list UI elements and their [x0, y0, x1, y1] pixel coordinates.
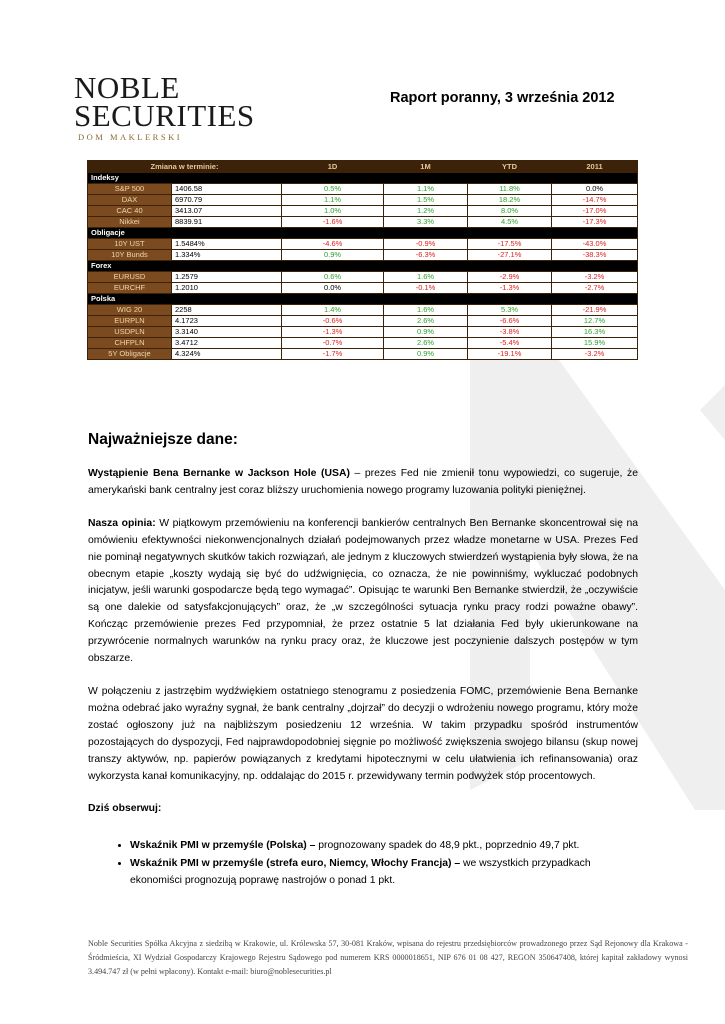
change-2011: -21.9% — [552, 305, 638, 316]
table-row — [88, 305, 638, 316]
change-ytd: -5.4% — [468, 338, 552, 349]
instrument-value: 1406.58 — [172, 184, 282, 195]
market-summary-table — [87, 160, 638, 360]
change-1d: 0.9% — [282, 250, 384, 261]
instrument-value: 3413.07 — [172, 206, 282, 217]
list-item-title: Wskaźnik PMI w przemyśle (strefa euro, Niemcy, Włochy Francja) – — [130, 858, 461, 870]
change-ytd: 11.8% — [468, 184, 552, 195]
change-ytd: 8.0% — [468, 206, 552, 217]
change-2011: -17.3% — [552, 217, 638, 228]
table-row — [88, 349, 638, 360]
header-1m: 1M — [384, 161, 468, 173]
noble-securities-logo — [74, 70, 255, 142]
list-item-text: prognozowany spadek do 48,9 pkt., poprzednio 49,7 pkt. — [315, 840, 580, 852]
change-1d: -0.6% — [282, 316, 384, 327]
instrument-value: 6970.79 — [172, 195, 282, 206]
change-1m: 1.2% — [384, 206, 468, 217]
change-2011: 16.3% — [552, 327, 638, 338]
change-1d: -1.3% — [282, 327, 384, 338]
change-ytd: -17.5% — [468, 239, 552, 250]
instrument-name: CHFPLN — [88, 338, 172, 349]
change-1m: 1.6% — [384, 305, 468, 316]
table-row — [88, 206, 638, 217]
change-2011: 0.0% — [552, 184, 638, 195]
change-2011: -38.3% — [552, 250, 638, 261]
header-ytd: YTD — [468, 161, 552, 173]
table-header-row — [88, 161, 638, 173]
report-title: Raport poranny, 3 września 2012 — [390, 90, 615, 106]
table-row — [88, 316, 638, 327]
instrument-value: 4.324% — [172, 349, 282, 360]
logo-line-securities: SECURITIES — [74, 98, 255, 133]
change-1m: -0.1% — [384, 283, 468, 294]
change-1d: 0.6% — [282, 272, 384, 283]
instrument-value: 3.4712 — [172, 338, 282, 349]
paragraph-opinion-title: Nasza opinia: — [88, 517, 156, 529]
list-item-text: we wszystkich przypadkach ekonomiści prognozują poprawę nastrojów o ponad 1 pkt. — [130, 858, 591, 887]
list-item — [130, 856, 638, 890]
change-2011: 15.9% — [552, 338, 638, 349]
change-ytd: 18.2% — [468, 195, 552, 206]
list-item-title: Wskaźnik PMI w przemyśle (Polska) – — [130, 840, 316, 852]
instrument-value: 1.2010 — [172, 283, 282, 294]
change-1d: -4.6% — [282, 239, 384, 250]
paragraph-bernanke — [88, 466, 638, 500]
header-1d: 1D — [282, 161, 384, 173]
change-ytd: -1.3% — [468, 283, 552, 294]
table-row — [88, 195, 638, 206]
change-ytd: 5.3% — [468, 305, 552, 316]
instrument-name: S&P 500 — [88, 184, 172, 195]
header-zmiana: Zmiana w terminie: — [88, 161, 282, 173]
table-row — [88, 250, 638, 261]
instrument-value: 4.1723 — [172, 316, 282, 327]
section-label: Obligacje — [88, 228, 638, 239]
change-ytd: -6.6% — [468, 316, 552, 327]
instrument-value: 1.5484% — [172, 239, 282, 250]
observe-heading: Dziś obserwuj: — [88, 803, 162, 815]
change-1m: -0.9% — [384, 239, 468, 250]
change-1m: -6.3% — [384, 250, 468, 261]
table-row — [88, 184, 638, 195]
change-1d: -0.7% — [282, 338, 384, 349]
instrument-name: 10Y Bunds — [88, 250, 172, 261]
change-ytd: -27.1% — [468, 250, 552, 261]
paragraph-opinion-text: W piątkowym przemówieniu na konferencji bankierów centralnych Ben Bernanke skoncentrował się na omówieniu efektywności niekonwencjonalnych działań podejmowanych przez władze monetarne w USA. Prezes Fed nie pominął negatywnych skutków takich rozwiązań, ale jednym z kluczowych stwierdzeń wystąpienia były słowa, że na obecnym etapie „koszty wydają się być do udźwignięcia, co oznacza, że nie powinniśmy, wykluczać podobnych inicjatyw, jeśli warunki gospodarcze będą tego wymagać”. Opisując te warunki Ben Bernanke stwierdził, że „oczywiście są one dalekie od satysfakcjonujących” oraz, że „w szczególności sytuacja rynku pracy rodzi poważne obawy”. Kończąc przemówienie prezes Fed przypomniał, że przez ostatnie 5 lat działania Fed były ukierunkowane na przywrócenie normalnych warunków na rynku pracy oraz, że kluczowe jest poczynienie dalszych postępów w tym obszarze. — [88, 517, 638, 665]
change-1d: -1.6% — [282, 217, 384, 228]
logo-line-noble: NOBLE — [74, 70, 180, 105]
section-label: Forex — [88, 261, 638, 272]
instrument-name: 5Y Obligacje — [88, 349, 172, 360]
paragraph-bernanke-title: Wystąpienie Bena Bernanke w Jackson Hole (USA) — [88, 468, 350, 479]
change-1m: 1.6% — [384, 272, 468, 283]
table-row — [88, 239, 638, 250]
paragraph-opinion — [88, 516, 638, 668]
change-2011: -3.2% — [552, 349, 638, 360]
change-1m: 2.6% — [384, 338, 468, 349]
change-1d: 1.0% — [282, 206, 384, 217]
paragraph-bernanke-text: – prezes Fed nie zmienił tonu wypowiedzi, co sugeruje, że amerykański bank centralny jest coraz bliższy uruchomienia nowego programy luzowania polityki pieniężnej. — [88, 468, 638, 496]
change-ytd: -3.8% — [468, 327, 552, 338]
instrument-name: EURPLN — [88, 316, 172, 327]
change-1m: 3.3% — [384, 217, 468, 228]
instrument-name: EURUSD — [88, 272, 172, 283]
table-row — [88, 283, 638, 294]
observe-list — [88, 838, 638, 890]
change-2011: 12.7% — [552, 316, 638, 327]
header-2011: 2011 — [552, 161, 638, 173]
section-row — [88, 294, 638, 305]
change-2011: -2.7% — [552, 283, 638, 294]
change-1m: 2.6% — [384, 316, 468, 327]
table-body — [88, 173, 638, 360]
logo-line-dom-maklerski: DOM MAKLERSKI — [78, 132, 183, 142]
main-content — [88, 430, 638, 891]
section-heading: Najważniejsze dane: — [88, 431, 238, 448]
section-label: Indeksy — [88, 173, 638, 184]
instrument-name: DAX — [88, 195, 172, 206]
change-1d: -1.7% — [282, 349, 384, 360]
paragraph-fomc: W połączeniu z jastrzębim wydźwiękiem ostatniego stenogramu z posiedzenia FOMC, przemówienie Bena Bernanke można odebrać jako wyraźny sygnał, że bank centralny „dojrzał” do decyzji o wdrożeniu nowego programu, który może zostać ogłoszony już na najbliższym posiedzeniu 12 września. W takim przypadku spośród instrumentów pozostających do dyspozycji, Fed najprawdopodobniej sięgnie po możliwość zwiększenia swojego bilansu (skup nowej transzy aktywów, np. papierów powiązanych z kredytami hipotecznymi w celu ułatwienia ich refinansowania) oraz wykorzysta kanał komunikacyjny, np. oddalając do 2015 r. przewidywany termin podwyżek stóp procentowych. — [88, 685, 638, 782]
section-row — [88, 228, 638, 239]
instrument-name: USDPLN — [88, 327, 172, 338]
change-1d: 0.0% — [282, 283, 384, 294]
section-row — [88, 261, 638, 272]
change-ytd: -19.1% — [468, 349, 552, 360]
instrument-value: 8839.91 — [172, 217, 282, 228]
table-row — [88, 272, 638, 283]
instrument-name: EURCHF — [88, 283, 172, 294]
change-2011: -43.0% — [552, 239, 638, 250]
change-2011: -3.2% — [552, 272, 638, 283]
instrument-name: CAC 40 — [88, 206, 172, 217]
instrument-value: 1.2579 — [172, 272, 282, 283]
instrument-name: 10Y UST — [88, 239, 172, 250]
change-2011: -14.7% — [552, 195, 638, 206]
table-row — [88, 327, 638, 338]
company-footer: Noble Securities Spółka Akcyjna z siedzibą w Krakowie, ul. Królewska 57, 30-081 Kraków, wpisana do rejestru przedsiębiorców prowadzonego przez Sąd Rejonowy dla Krakowa - Śródmieścia, XI Wydział Gospodarczy Krajowego Rejestru Sądowego pod numerem KRS 0000018651, NIP 676 01 08 427, REGON 350647408, której kapitał zakładowy wynosi 3.494.747 zł (w pełni wpłacony). Kontakt e-mail: biuro@noblesecurities.pl — [88, 939, 688, 976]
change-ytd: -2.9% — [468, 272, 552, 283]
change-1d: 0.5% — [282, 184, 384, 195]
change-1d: 1.1% — [282, 195, 384, 206]
table-row — [88, 338, 638, 349]
change-1m: 1.5% — [384, 195, 468, 206]
instrument-value: 3.3140 — [172, 327, 282, 338]
change-ytd: 4.5% — [468, 217, 552, 228]
list-item — [130, 838, 638, 855]
instrument-name: WIG 20 — [88, 305, 172, 316]
change-1m: 1.1% — [384, 184, 468, 195]
change-1m: 0.9% — [384, 327, 468, 338]
change-1m: 0.9% — [384, 349, 468, 360]
section-row — [88, 173, 638, 184]
change-1d: 1.4% — [282, 305, 384, 316]
instrument-value: 1.334% — [172, 250, 282, 261]
section-label: Polska — [88, 294, 638, 305]
instrument-value: 2258 — [172, 305, 282, 316]
change-2011: -17.0% — [552, 206, 638, 217]
instrument-name: Nikkei — [88, 217, 172, 228]
table-row — [88, 217, 638, 228]
